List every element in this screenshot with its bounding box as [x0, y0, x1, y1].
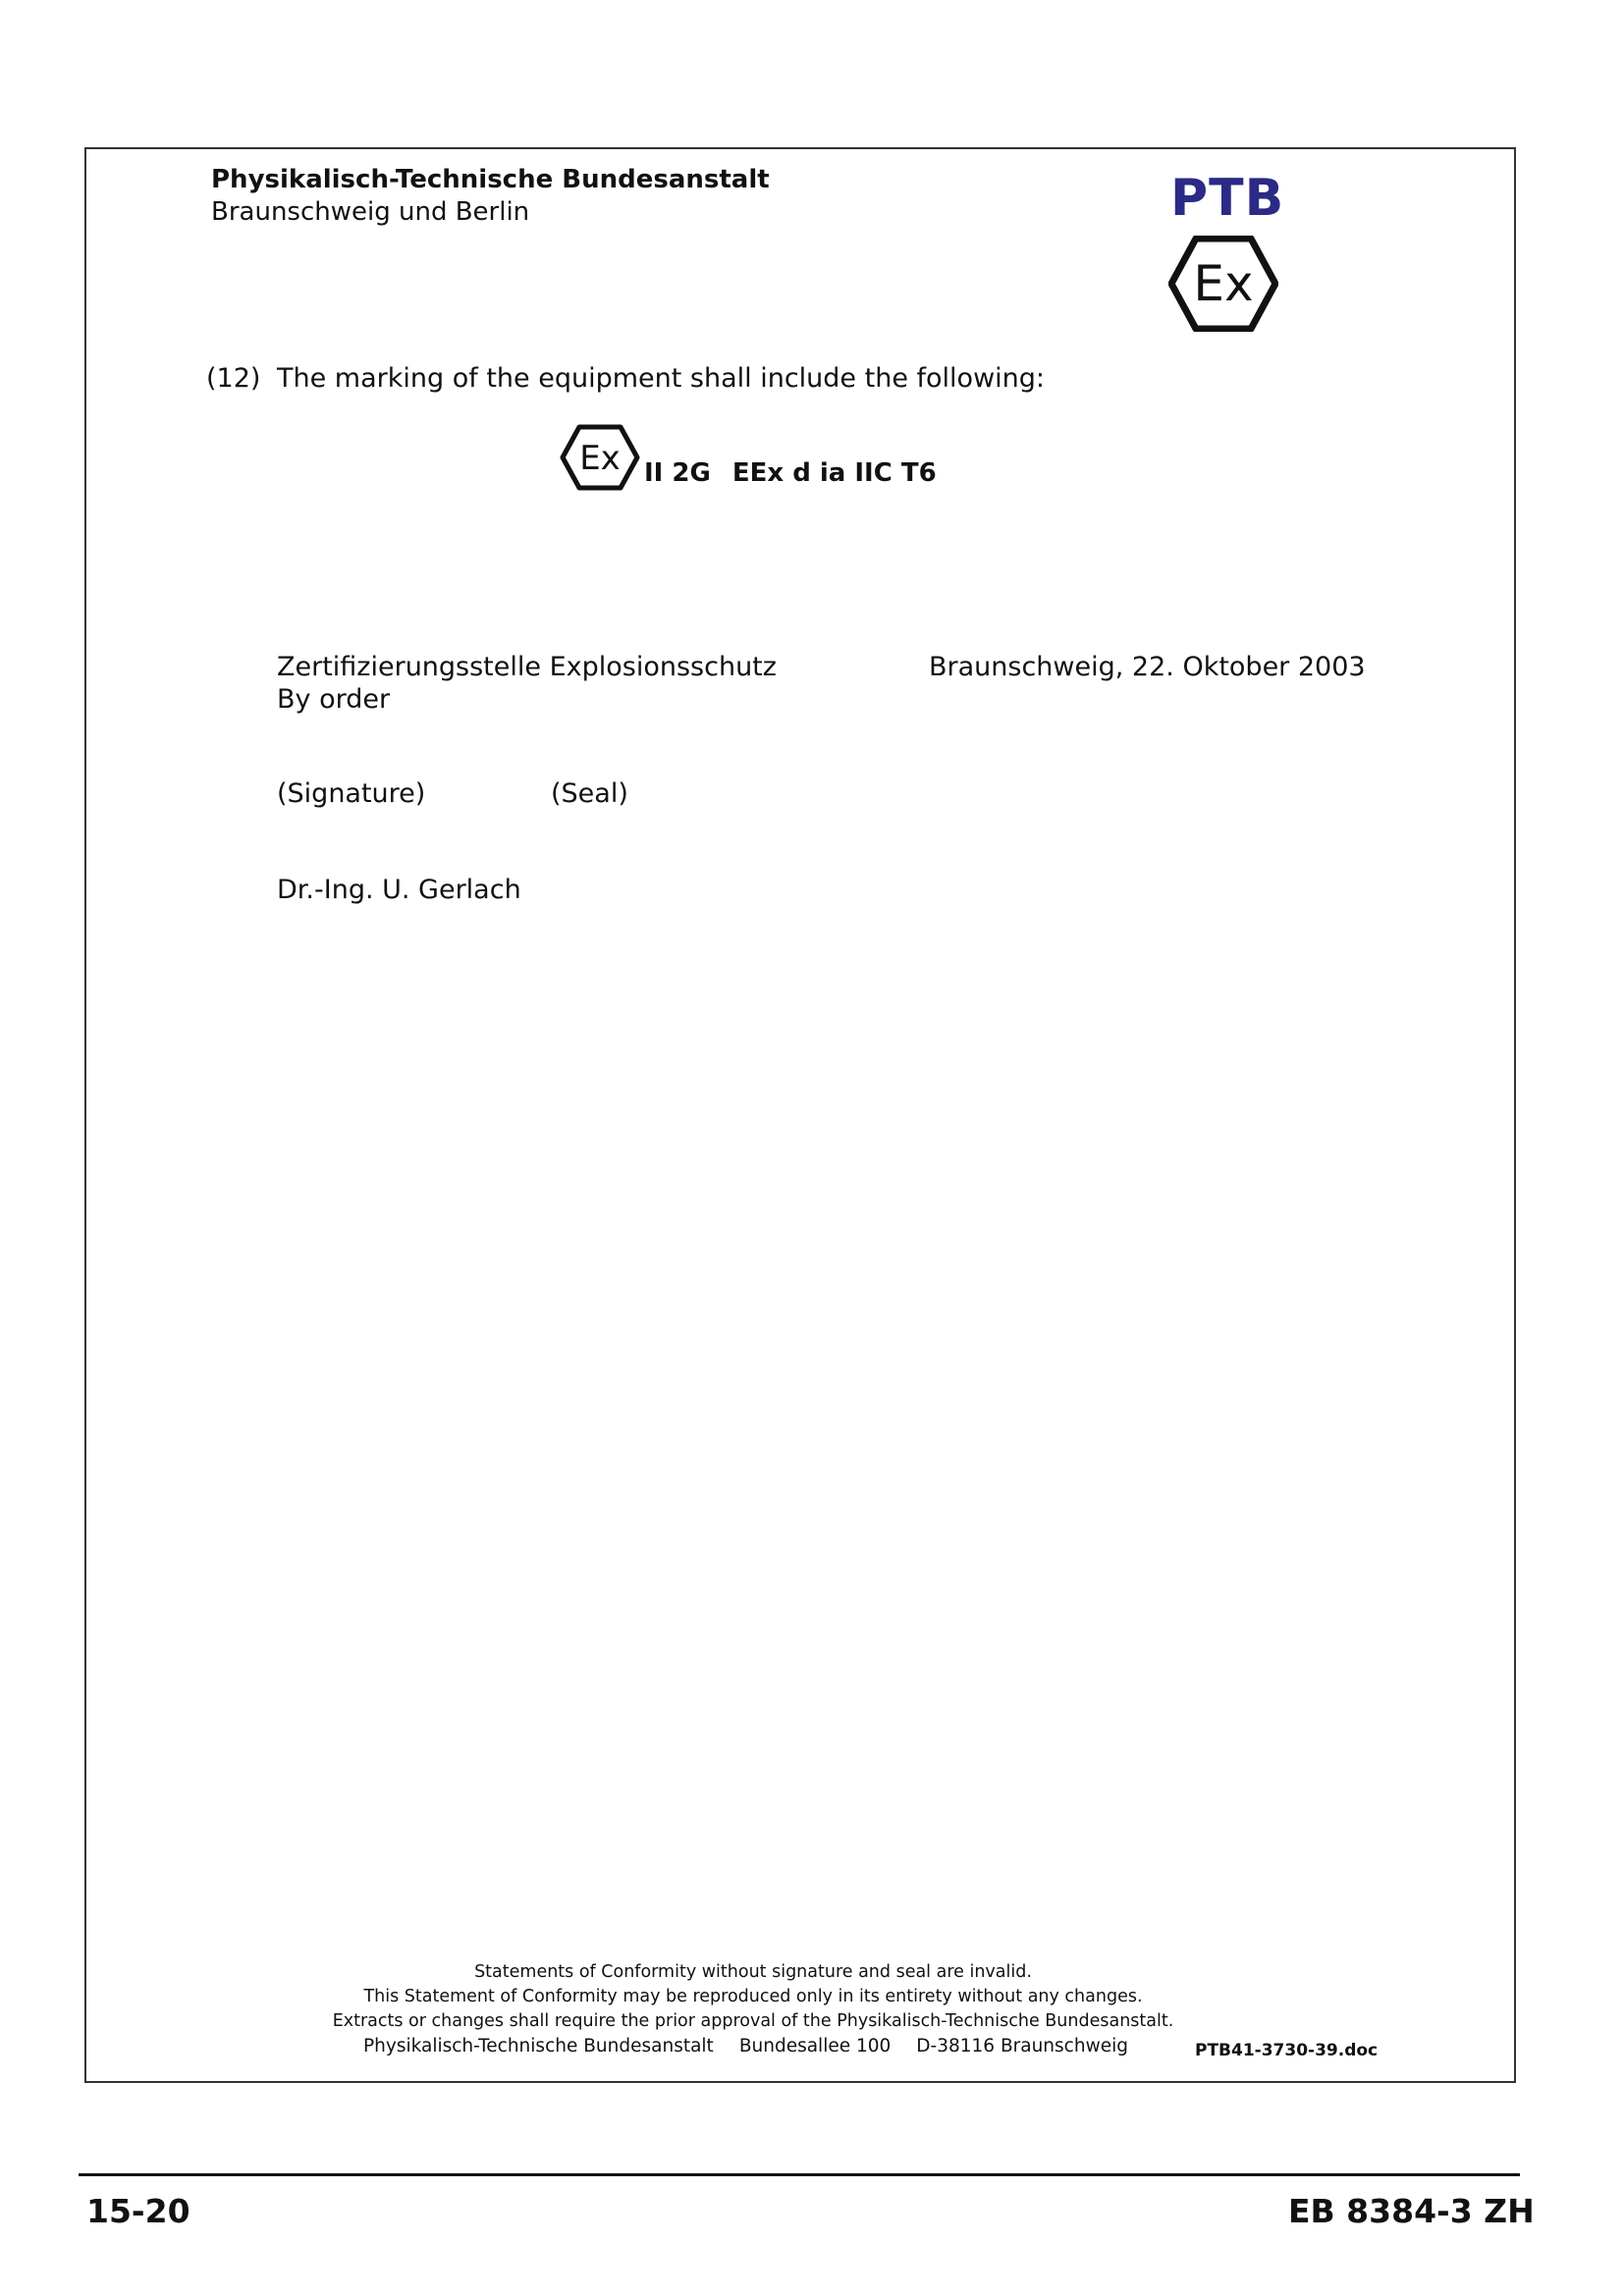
footer-address-city: D-38116 Braunschweig	[916, 2036, 1128, 2056]
ex-hexagon-icon	[560, 424, 640, 491]
signature-placeholder: (Signature)	[277, 778, 426, 809]
footer-address-street: Bundesallee 100	[738, 2036, 892, 2056]
item-number: (12)	[206, 363, 261, 394]
document-code: EB 8384-3 ZH	[1288, 2192, 1535, 2230]
page-footer-rule	[79, 2173, 1520, 2176]
certification-office: Zertifizierungsstelle Explosionsschutz	[277, 652, 777, 682]
footer-note-3: Extracts or changes shall require the prior approval of the Physikalisch-Technische Bundesanstalt.	[332, 2011, 1174, 2031]
equipment-marking	[644, 458, 937, 488]
document-reference: PTB41-3730-39.doc	[1195, 2041, 1379, 2060]
org-name: Physikalisch-Technische Bundesanstalt	[211, 165, 770, 194]
marking-group: II 2G	[644, 458, 711, 488]
marking-protection: EEx d ia IIC T6	[731, 458, 937, 488]
footer-note-1: Statements of Conformity without signature and seal are invalid.	[474, 1962, 1032, 1982]
by-order-label: By order	[277, 684, 391, 715]
svg-text:Ex: Ex	[1193, 255, 1254, 312]
item-text: The marking of the equipment shall include the following:	[277, 363, 1045, 394]
signer-name: Dr.-Ing. U. Gerlach	[277, 875, 521, 905]
seal-placeholder: (Seal)	[551, 778, 628, 809]
footer-address	[363, 2036, 1128, 2056]
org-city: Braunschweig und Berlin	[211, 197, 530, 227]
ptb-logo-text: PTB	[1170, 169, 1285, 228]
footer-address-org: Physikalisch-Technische Bundesanstalt	[363, 2036, 714, 2056]
ex-hexagon-icon	[1168, 236, 1278, 332]
certificate-frame	[84, 147, 1516, 2083]
footer-note-2: This Statement of Conformity may be reproduced only in its entirety without any changes.	[363, 1987, 1143, 2006]
page-number: 15-20	[86, 2192, 190, 2230]
place-date: Braunschweig, 22. Oktober 2003	[929, 652, 1366, 682]
svg-text:Ex: Ex	[579, 439, 621, 478]
